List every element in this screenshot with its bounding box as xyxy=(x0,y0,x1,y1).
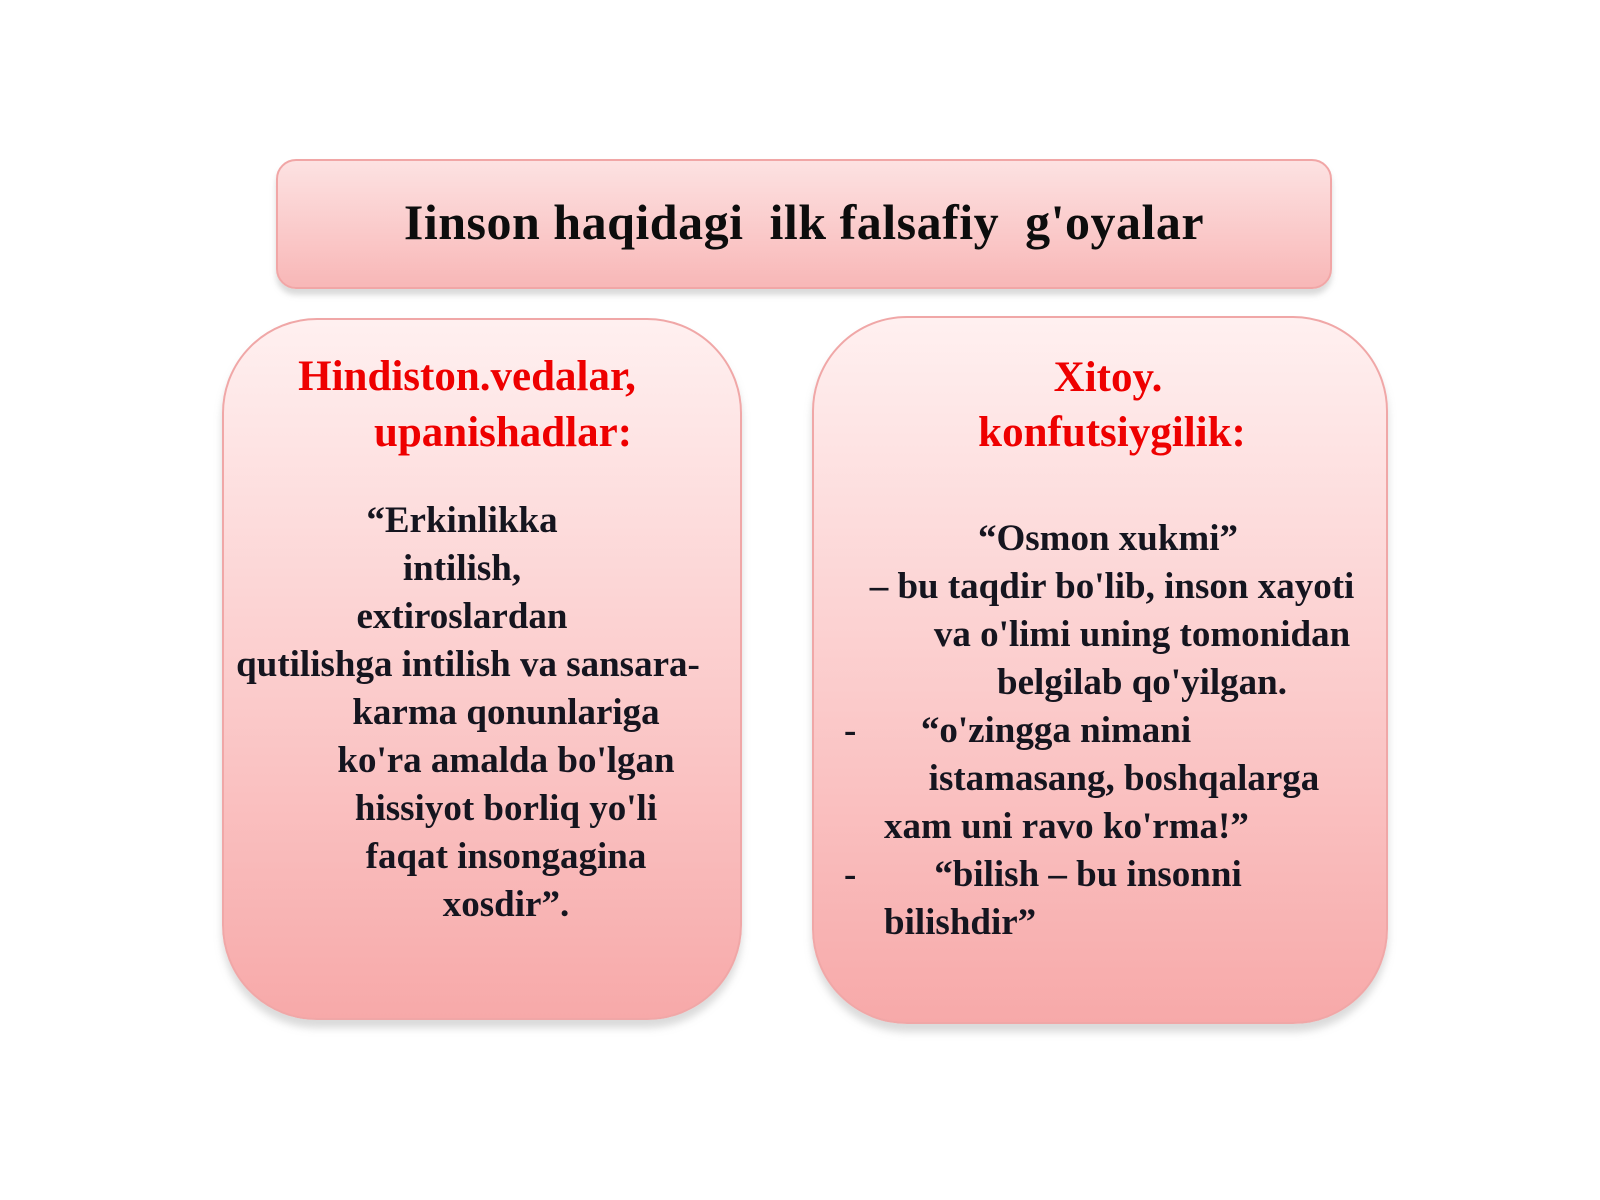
china-bullet-line: “bilish – bu insonni xyxy=(934,854,1242,895)
india-body-line: intilish, xyxy=(402,548,522,589)
india-body-line: karma qonunlariga xyxy=(352,692,660,733)
india-body-line: hissiyot borliq yo'li xyxy=(354,788,658,829)
china-bullet-line: “o'zingga nimani xyxy=(920,710,1192,751)
india-body-line: extiroslardan xyxy=(356,596,568,637)
india-body-line: qutilishga intilish va sansara- xyxy=(236,644,700,685)
china-heading-line: Xitoy. xyxy=(1053,354,1163,401)
india-heading-line: upanishadlar: xyxy=(373,409,633,456)
india-body-line: ko'ra amalda bo'lgan xyxy=(337,740,675,781)
india-body-line: xosdir”. xyxy=(442,884,570,925)
diagram-title: Iinson haqidagi ilk falsafiy g'oyalar xyxy=(403,194,1205,250)
title-banner xyxy=(276,159,1332,289)
bullet-marker: - xyxy=(844,710,857,751)
india-body-line: “Erkinlikka xyxy=(366,500,558,541)
bullet-marker: - xyxy=(844,854,857,895)
china-bullet-line: bilishdir” xyxy=(884,902,1037,943)
china-body-line: belgilab qo'yilgan. xyxy=(997,662,1287,703)
china-bullet-line: istamasang, boshqalarga xyxy=(928,758,1320,799)
india-body-line: faqat insongagina xyxy=(365,836,647,877)
china-body-line: – bu taqdir bo'lib, inson xayoti xyxy=(869,566,1355,607)
china-body-line: “Osmon xukmi” xyxy=(977,518,1239,559)
china-bullet-line: xam uni ravo ko'rma!” xyxy=(884,806,1249,847)
china-body-line: va o'limi uning tomonidan xyxy=(933,614,1351,655)
india-heading-line: Hindiston.vedalar, xyxy=(298,353,636,400)
china-heading-line: konfutsiygilik: xyxy=(978,409,1246,456)
